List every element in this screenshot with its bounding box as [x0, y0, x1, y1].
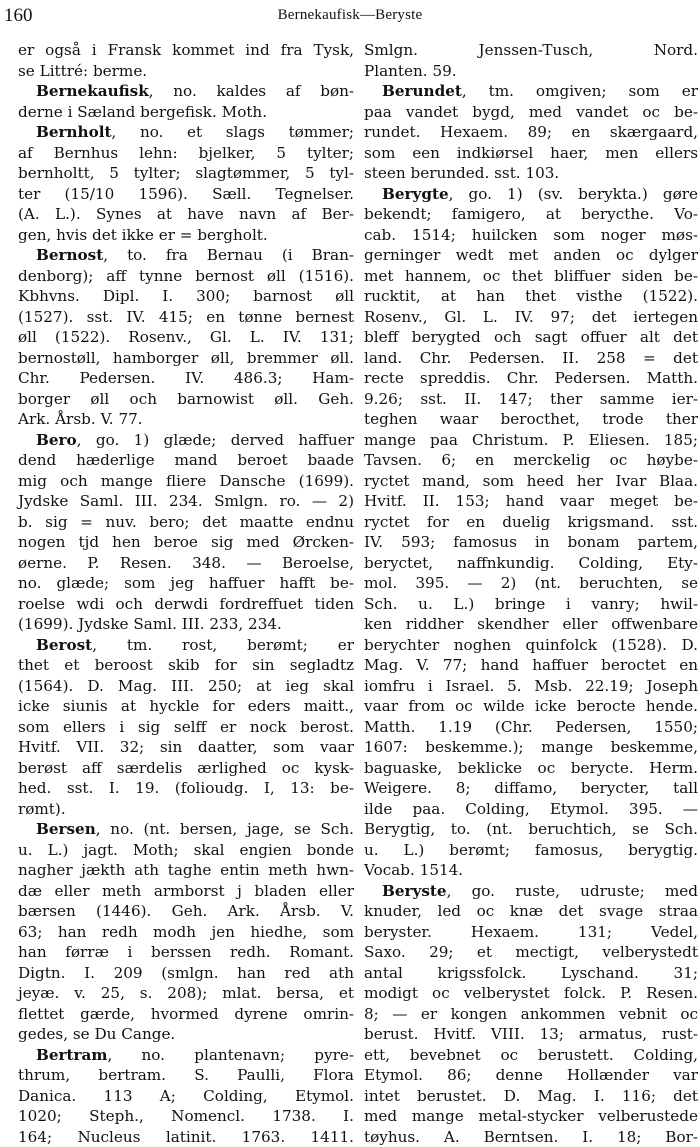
text-line: mol. 395. — 2) (nt. beruchten, se	[364, 573, 698, 594]
text-line: paa vandet bygd, med vandet oc be-	[364, 102, 698, 123]
headword: Bernekaufisk	[36, 82, 149, 100]
text-line: (1564). D. Mag. III. 250; at ieg skal	[18, 676, 354, 697]
text-line: gedes, se Du Cange.	[18, 1024, 354, 1045]
left-column	[18, 40, 354, 1106]
headword: Berygte	[382, 185, 449, 203]
text-line: Berost, tm. rost, berømt; er	[18, 635, 354, 656]
text-line: baguaske, beklicke oc berycte. Herm.	[364, 758, 698, 779]
text-line: cab. 1514; huilcken som noger møs-	[364, 225, 698, 246]
text-line: Jydske Saml. III. 234. Smlgn. ro. — 2)	[18, 491, 354, 512]
text-line: øll (1522). Rosenv., Gl. L. IV. 131;	[18, 327, 354, 348]
headword: Bero	[36, 431, 77, 449]
text-line: mange paa Christum. P. Eliesen. 185;	[364, 430, 698, 451]
text-line: bernholtt, 5 tylter; slagtømmer, 5 tyl-	[18, 163, 354, 184]
headword: Berost	[36, 636, 92, 654]
text-line: Bero, go. 1) glæde; derved haffuer	[18, 430, 354, 451]
page-number: 160	[4, 5, 33, 27]
text-line: no. glæde; som jeg haffuer hafft be-	[18, 573, 354, 594]
text-line: iomfru i Israel. 5. Msb. 22.19; Joseph	[364, 676, 698, 697]
page-header	[0, 0, 700, 36]
text-line: Digtn. I. 209 (smlgn. han red ath	[18, 963, 354, 984]
text-line: rømt).	[18, 799, 354, 820]
text-line: Bernost, to. fra Bernau (i Bran-	[18, 245, 354, 266]
headword: Bertram	[36, 1046, 107, 1064]
text-line: thrum, bertram. S. Paulli, Flora	[18, 1065, 354, 1086]
text-line: Etymol. 86; denne Hollænder var	[364, 1065, 698, 1086]
text-line: (A. L.). Synes at have navn af Ber-	[18, 204, 354, 225]
text-line: ryctet for en duelig krigsmand. sst.	[364, 512, 698, 533]
text-line: u. L.) jagt. Moth; skal engien bonde	[18, 840, 354, 861]
text-line: berøst aff særdelis ærlighed oc kysk-	[18, 758, 354, 779]
text-line: Saxo. 29; et mectigt, velberystedt	[364, 942, 698, 963]
text-line: Bernekaufisk, no. kaldes af bøn-	[18, 81, 354, 102]
text-columns	[18, 40, 698, 1106]
text-line: beryctet, naffnkundig. Colding, Ety-	[364, 553, 698, 574]
text-line: Smlgn. Jenssen-Tusch, Nord.	[364, 40, 698, 61]
text-line: u. L.) berømt; famosus, berygtig.	[364, 840, 698, 861]
headword: Bersen	[36, 820, 96, 838]
text-line: thet et beroost skib for sin segladtz	[18, 655, 354, 676]
text-line: nogen tjd hen beroe sig med Ørcken-	[18, 532, 354, 553]
text-line: 164; Nucleus latinit. 1763. 1411.	[18, 1127, 354, 1147]
text-line: rundet. Hexaem. 89; en skærgaard,	[364, 122, 698, 143]
text-line: nagher jækth ath taghe entin meth hwn-	[18, 860, 354, 881]
text-line: icke siunis at hyckle for eders maitt.,	[18, 696, 354, 717]
text-line: bernostøll, hamborger øll, bremmer øll.	[18, 348, 354, 369]
text-line: intet berustet. D. Mag. I. 116; det	[364, 1086, 698, 1107]
text-line: Berygte, go. 1) (sv. berykta.) gøre	[364, 184, 698, 205]
headword: Bernholt	[36, 123, 112, 141]
text-line: gen, hvis det ikke er = bergholt.	[18, 225, 354, 246]
text-line: bærsen (1446). Geh. Ark. Årsb. V.	[18, 901, 354, 922]
text-line: rucktit, at han thet visthe (1522).	[364, 286, 698, 307]
text-line: som een indkiørsel haer, men ellers	[364, 143, 698, 164]
text-line: antal krigssfolck. Lyschand. 31;	[364, 963, 698, 984]
text-line: Planten. 59.	[364, 61, 698, 82]
text-line: recte spreddis. Chr. Pedersen. Matth.	[364, 368, 698, 389]
text-line: tøyhus. A. Berntsen. I. 18; Bor-	[364, 1127, 698, 1147]
text-line: med mange metal-stycker velberustede	[364, 1106, 698, 1127]
text-line: derne i Sæland bergefisk. Moth.	[18, 102, 354, 123]
text-line: bleff berygted och sagt offuer alt det	[364, 327, 698, 348]
text-line: Bertram, no. plantenavn; pyre-	[18, 1045, 354, 1066]
text-line: 8; — er kongen ankommen vebnit oc	[364, 1004, 698, 1025]
text-line: ter (15/10 1596). Sæll. Tegnelser.	[18, 184, 354, 205]
text-line: 63; han redh modh jen hiedhe, som	[18, 922, 354, 943]
text-line: vaar from oc wilde icke berocte hende.	[364, 696, 698, 717]
text-line: Ark. Årsb. V. 77.	[18, 409, 354, 430]
text-line: Berundet, tm. omgiven; som er	[364, 81, 698, 102]
text-line: øerne. P. Resen. 348. — Beroelse,	[18, 553, 354, 574]
text-line: som ellers i sig selff er nock berost.	[18, 717, 354, 738]
text-line: roelse wdi och derwdi fordreffuet tiden	[18, 594, 354, 615]
text-line: Berygtig, to. (nt. beruchtich, se Sch.	[364, 819, 698, 840]
text-line: berust. Hvitf. VIII. 13; armatus, rust-	[364, 1024, 698, 1045]
text-line: er også i Fransk kommet ind fra Tysk,	[18, 40, 354, 61]
text-line: Matth. 1.19 (Chr. Pedersen, 1550;	[364, 717, 698, 738]
text-line: dæ eller meth armborst j bladen eller	[18, 881, 354, 902]
text-line: land. Chr. Pedersen. II. 258 = det	[364, 348, 698, 369]
text-line: (1527). sst. IV. 415; en tønne bernest	[18, 307, 354, 328]
text-line: 1020; Steph., Nomencl. 1738. I.	[18, 1106, 354, 1127]
text-line: beryster. Hexaem. 131; Vedel,	[364, 922, 698, 943]
text-line: Sch. u. L.) bringe i vanry; hwil-	[364, 594, 698, 615]
text-line: IV. 593; famosus in bonam partem,	[364, 532, 698, 553]
text-line: teghen waar berocthet, trode ther	[364, 409, 698, 430]
text-line: berychter noghen quinfolck (1528). D.	[364, 635, 698, 656]
text-line: ryctet mand, som heed her Ivar Blaa.	[364, 471, 698, 492]
text-line: steen berunded. sst. 103.	[364, 163, 698, 184]
text-line: Hvitf. VII. 32; sin daatter, som vaar	[18, 737, 354, 758]
text-line: 9.26; sst. II. 147; ther samme ier-	[364, 389, 698, 410]
text-line: borger øll och barnowist øll. Geh.	[18, 389, 354, 410]
text-line: Beryste, go. ruste, udruste; med	[364, 881, 698, 902]
text-line: Chr. Pedersen. IV. 486.3; Ham-	[18, 368, 354, 389]
text-line: b. sig = nuv. bero; det maatte endnu	[18, 512, 354, 533]
text-line: dend hæderlige mand beroet baade	[18, 450, 354, 471]
text-line: Danica. 113 A; Colding, Etymol.	[18, 1086, 354, 1107]
text-line: ilde paa. Colding, Etymol. 395. —	[364, 799, 698, 820]
text-line: se Littré: berme.	[18, 61, 354, 82]
text-line: Rosenv., Gl. L. IV. 97; det iertegen	[364, 307, 698, 328]
text-line: bekendt; famigero, at berycthe. Vo-	[364, 204, 698, 225]
text-line: modigt oc velberystet folck. P. Resen.	[364, 983, 698, 1004]
text-line: Mag. V. 77; hand haffuer beroctet en	[364, 655, 698, 676]
text-line: af Bernhus lehn: bjelker, 5 tylter;	[18, 143, 354, 164]
text-line: Bersen, no. (nt. bersen, jage, se Sch.	[18, 819, 354, 840]
text-line: (1699). Jydske Saml. III. 233, 234.	[18, 614, 354, 635]
text-line: denborg); aff tynne bernost øll (1516).	[18, 266, 354, 287]
text-line: jeyæ. v. 25, s. 208); mlat. bersa, et	[18, 983, 354, 1004]
headword: Bernost	[36, 246, 103, 264]
running-head: Bernekaufisk—Beryste	[0, 7, 700, 24]
text-line: Tavsen. 6; en merckelig oc høybe-	[364, 450, 698, 471]
text-line: Bernholt, no. et slags tømmer;	[18, 122, 354, 143]
text-line: Weigere. 8; diffamo, berycter, tall	[364, 778, 698, 799]
headword: Berundet	[382, 82, 462, 100]
text-line: Hvitf. II. 153; hand vaar meget be-	[364, 491, 698, 512]
text-line: gerninger wedt met anden oc dylger	[364, 245, 698, 266]
text-line: met hannem, oc thet bliffuer siden be-	[364, 266, 698, 287]
text-line: ken riddher skendher eller offwenbare	[364, 614, 698, 635]
text-line: Vocab. 1514.	[364, 860, 698, 881]
text-line: 1607: beskemme.); mange beskemme,	[364, 737, 698, 758]
text-line: hed. sst. I. 19. (folioudg. I, 13: be-	[18, 778, 354, 799]
text-line: flettet gærde, hvormed dyrene omrin-	[18, 1004, 354, 1025]
text-line: knuder, led oc knæ det svage straa	[364, 901, 698, 922]
text-line: Kbhvns. Dipl. I. 300; barnost øll	[18, 286, 354, 307]
headword: Beryste	[382, 882, 447, 900]
text-line: mig och mange fliere Dansche (1699).	[18, 471, 354, 492]
text-line: han førræ i berssen redh. Romant.	[18, 942, 354, 963]
text-line: ett, bevebnet oc berustett. Colding,	[364, 1045, 698, 1066]
right-column	[364, 40, 698, 1106]
